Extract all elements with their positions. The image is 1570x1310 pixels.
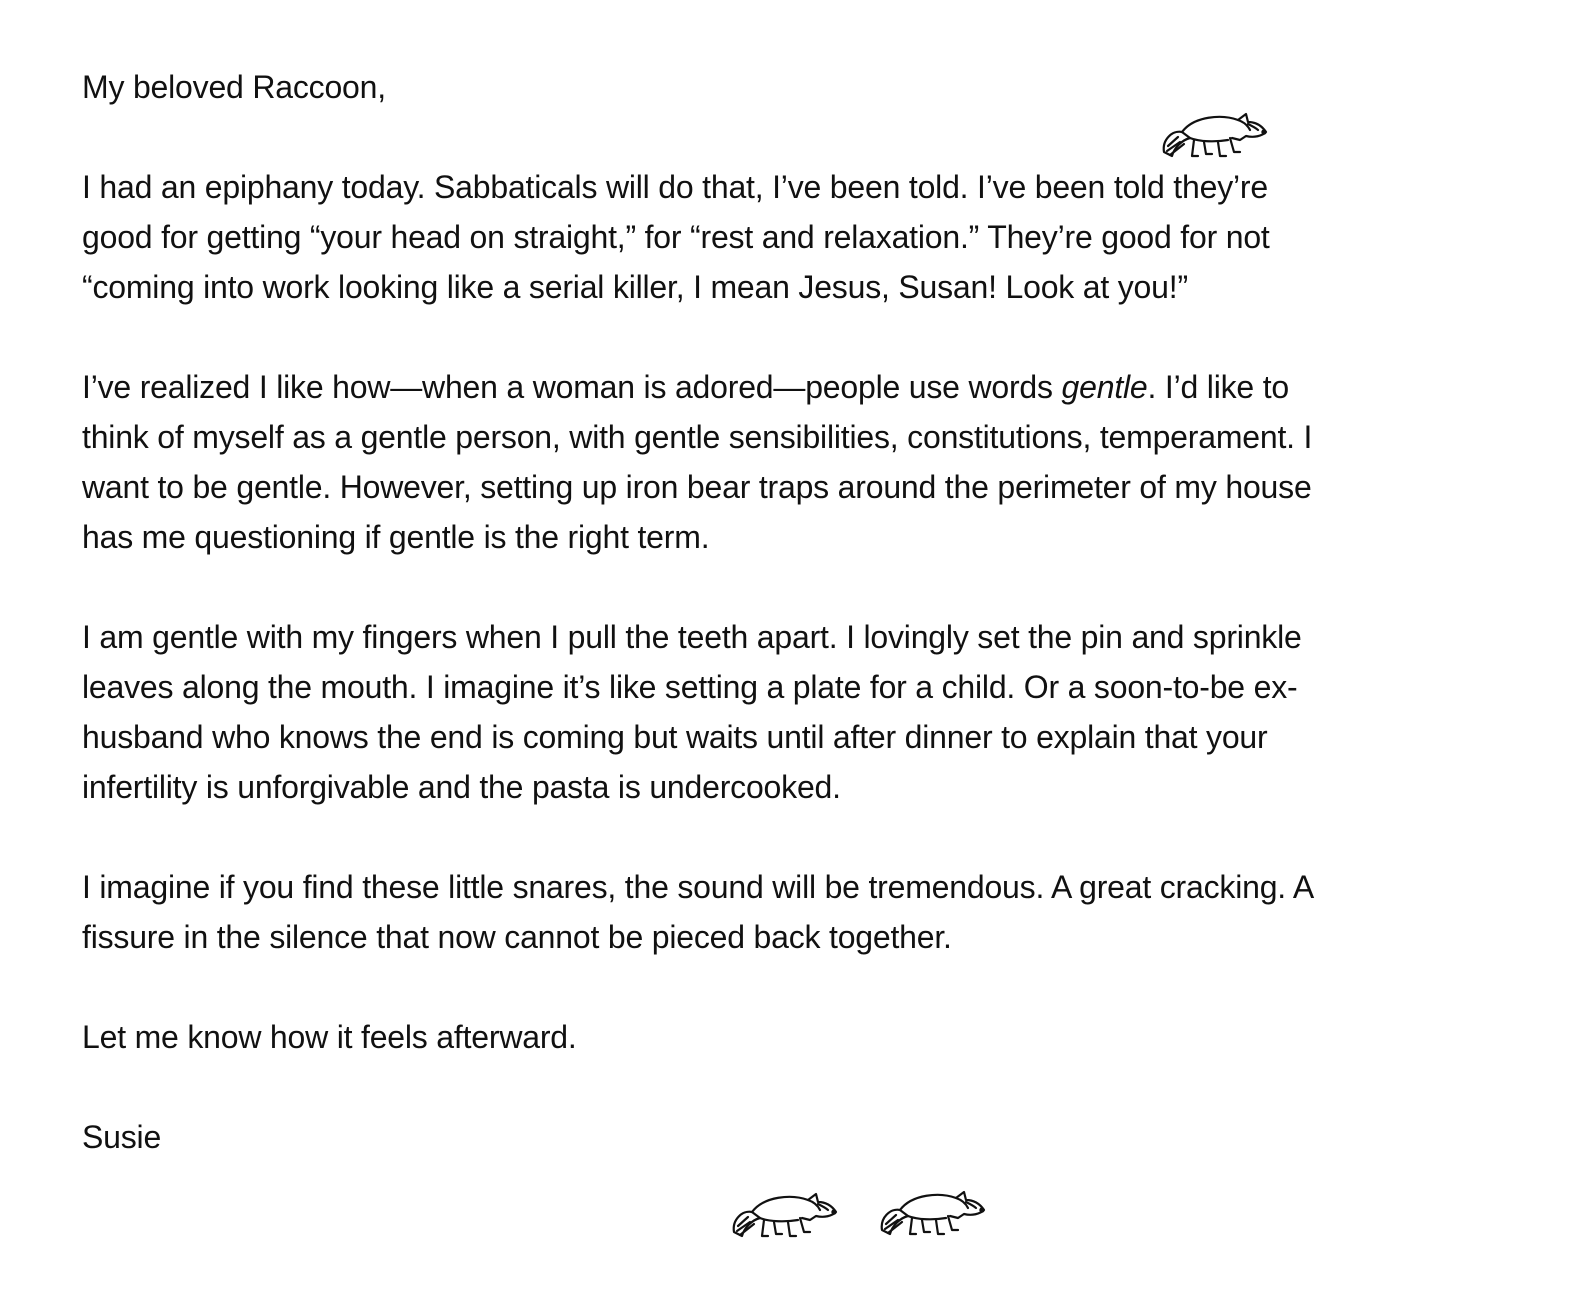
signature: Susie <box>82 1119 162 1155</box>
paragraph-3 <box>82 612 1482 812</box>
salutation: My beloved Raccoon, <box>82 69 386 105</box>
text-segment: I’ve realized I like how—when a woman is adored—people use words <box>82 369 1062 405</box>
closing-line: Let me know how it feels afterward. <box>82 1019 577 1055</box>
paragraph-line: good for getting “your head on straight,” for “rest and relaxation.” They’re good for not <box>82 219 1270 255</box>
paragraph-line: husband who knows the end is coming but waits until after dinner to explain that your <box>82 719 1268 755</box>
paragraph-line: has me questioning if gentle is the right term. <box>82 519 710 555</box>
paragraph-line: I imagine if you find these little snares, the sound will be tremendous. A great cracking. A <box>82 869 1315 905</box>
paragraph-line: fissure in the silence that now cannot be pieced back together. <box>82 919 952 955</box>
paragraph-4 <box>82 862 1482 962</box>
paragraph-line: I am gentle with my fingers when I pull the teeth apart. I lovingly set the pin and sprinkle <box>82 619 1302 655</box>
paragraph-gap <box>82 1062 1482 1112</box>
paragraph-gap <box>82 312 1482 362</box>
paragraph-line: “coming into work looking like a serial killer, I mean Jesus, Susan! Look at you!” <box>82 269 1188 305</box>
raccoon-icon <box>878 1182 986 1242</box>
paragraph-line: think of myself as a gentle person, with gentle sensibilities, constitutions, temperament. I <box>82 419 1313 455</box>
paragraph-line: want to be gentle. However, setting up iron bear traps around the perimeter of my house <box>82 469 1312 505</box>
paragraph-1 <box>82 162 1482 312</box>
raccoon-icon <box>730 1184 838 1244</box>
paragraph-gap <box>82 812 1482 862</box>
paragraph-2 <box>82 362 1482 562</box>
paragraph-line: infertility is unforgivable and the pasta is undercooked. <box>82 769 841 805</box>
paragraph-line: I had an epiphany today. Sabbaticals will do that, I’ve been told. I’ve been told they’re <box>82 169 1268 205</box>
paragraph-gap <box>82 562 1482 612</box>
paragraph-line <box>82 362 1482 412</box>
text-segment: . I’d like to <box>1147 369 1289 405</box>
paragraph-line: leaves along the mouth. I imagine it’s like setting a plate for a child. Or a soon-to-be ex- <box>82 669 1298 705</box>
raccoon-icon <box>1160 104 1268 164</box>
emphasis-gentle: gentle <box>1061 369 1148 405</box>
paragraph-gap <box>82 112 1482 162</box>
paragraph-gap <box>82 962 1482 1012</box>
letter-body <box>82 62 1482 1162</box>
